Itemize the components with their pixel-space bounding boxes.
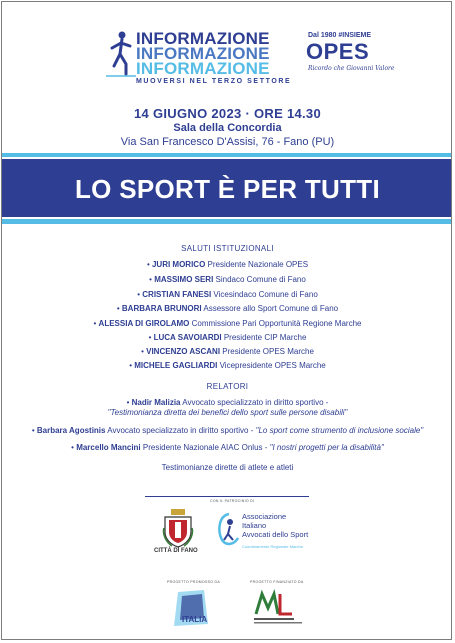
person-name: JURI MORICO	[151, 260, 206, 269]
headline-title: LO SPORT È PER TUTTI	[74, 174, 380, 204]
saluti-item: • VINCENZO ASCANI Presidente OPES Marche	[141, 347, 314, 356]
person-role: Vicepresidente OPES Marche	[219, 361, 326, 370]
speaker-name: Barbara Agostinis	[36, 426, 106, 435]
relatore-item: • Barbara Agostinis Avvocato specializzato in diritto sportivo - "Lo sport come strumento di inclusione sociale"	[31, 426, 424, 435]
event-venue: Sala della Concordia	[173, 122, 282, 134]
footer-divider	[145, 496, 309, 497]
promoted-label: PROGETTO PROMOSSO DA	[167, 580, 220, 584]
financed-label: PROGETTO FINANZIATO DA	[250, 580, 304, 584]
speaker-talk: "I nostri progetti per la disabilità"	[269, 443, 384, 452]
informazione-line-1: INFORMAZIONE	[136, 29, 270, 48]
aias-figure-icon	[216, 512, 242, 546]
event-date-time: 14 GIUGNO 2023 · ORE 14.30	[134, 106, 321, 121]
saluti-item: • MICHELE GAGLIARDI Vicepresidente OPES Marche	[129, 361, 326, 370]
aias-region: Coordinamento Regionale Marche	[242, 544, 303, 549]
banner-stripe-bottom	[2, 219, 452, 224]
informazione-line-3: INFORMAZIONE	[136, 59, 270, 78]
speaker-talk: "Lo sport come strumento di inclusione sociale"	[255, 426, 424, 435]
relatore-item: • Nadir Malizia Avvocato specializzato in diritto sportivo -	[126, 398, 329, 407]
saluti-item: • ALESSIA DI GIROLAMO Commissione Pari Opportunità Regione Marche	[93, 319, 362, 328]
aias-line-3: Avvocati dello Sport	[242, 530, 309, 539]
speaker-talk: "Testimonianza diretta dei benefici dello sport sulle persone disabili"	[107, 408, 348, 417]
informazione-logo	[106, 28, 296, 90]
saluti-item: • BARBARA BRUNORI Assessore allo Sport Comune di Fano	[116, 304, 339, 313]
person-role: Presidente OPES Marche	[222, 347, 314, 356]
relatore-item: • Marcello Mancini Presidente Nazionale AIAC Onlus - "I nostri progetti per la disabilità"	[71, 443, 384, 452]
informazione-subtitle: MUOVERSI NEL TERZO SETTORE	[136, 78, 292, 85]
saluti-item: • LUCA SAVOIARDI Presidente CIP Marche	[148, 333, 307, 342]
person-name: MICHELE GAGLIARDI	[134, 361, 218, 370]
person-name: CRISTIAN FANESI	[142, 290, 212, 299]
aias-line-2: Italiano	[242, 521, 267, 530]
person-role: Assessore allo Sport Comune di Fano	[203, 304, 339, 313]
opes-signature: Ricordo che Giovanni Valore	[308, 65, 395, 72]
speaker-name: Marcello Mancini	[76, 443, 141, 452]
opes-wordmark: OPES	[306, 39, 370, 64]
relatori-title: RELATORI	[206, 382, 249, 391]
opes-italia-text: ITALIA	[182, 615, 208, 624]
event-address: Via San Francesco D'Assisi, 76 - Fano (PU)	[120, 136, 335, 148]
saluti-item: • CRISTIAN FANESI Vicesindaco Comune di Fano	[137, 290, 318, 299]
saluti-title: SALUTI ISTITUZIONALI	[181, 244, 274, 253]
person-name: VINCENZO ASCANI	[146, 347, 221, 356]
person-role: Vicesindaco Comune di Fano	[213, 290, 318, 299]
informazione-line-2: INFORMAZIONE	[136, 44, 270, 63]
person-role: Sindaco Comune di Fano	[215, 275, 306, 284]
city-caption: CITTÀ DI FANO	[154, 548, 198, 554]
aias-logo	[216, 508, 320, 554]
person-name: LUCA SAVOIARDI	[153, 333, 222, 342]
poster	[1, 1, 452, 640]
patronage-label: CON IL PATROCINIO DI	[210, 499, 255, 503]
person-role: Commissione Pari Opportunità Regione Marche	[191, 319, 362, 328]
person-role: Presidente Nazionale OPES	[207, 260, 309, 269]
city-crest-icon	[162, 508, 194, 548]
saluti-item: • MASSIMO SERI Sindaco Comune di Fano	[149, 275, 306, 284]
relatori-closing: Testimonianze dirette di atlete e atleti	[161, 463, 294, 472]
opes-tagline: Dal 1980 #INSIEME	[308, 32, 372, 39]
speaker-role: Avvocato specializzato in diritto sportivo -	[107, 426, 254, 435]
person-name: ALESSIA DI GIROLAMO	[98, 319, 190, 328]
opes-italia-logo	[164, 588, 216, 628]
speaker-role: Presidente Nazionale AIAC Onlus -	[142, 443, 268, 452]
runner-icon	[106, 30, 136, 78]
ministero-logo-icon	[250, 588, 308, 628]
speaker-role: Avvocato specializzato in diritto sportivo -	[182, 398, 329, 407]
opes-logo	[306, 32, 395, 80]
person-role: Presidente CIP Marche	[223, 333, 307, 342]
person-name: BARBARA BRUNORI	[121, 304, 202, 313]
person-name: MASSIMO SERI	[154, 275, 214, 284]
saluti-item: • JURI MORICO Presidente Nazionale OPES	[146, 260, 309, 269]
speaker-name: Nadir Malizia	[131, 398, 181, 407]
aias-line-1: Associazione	[242, 512, 287, 521]
